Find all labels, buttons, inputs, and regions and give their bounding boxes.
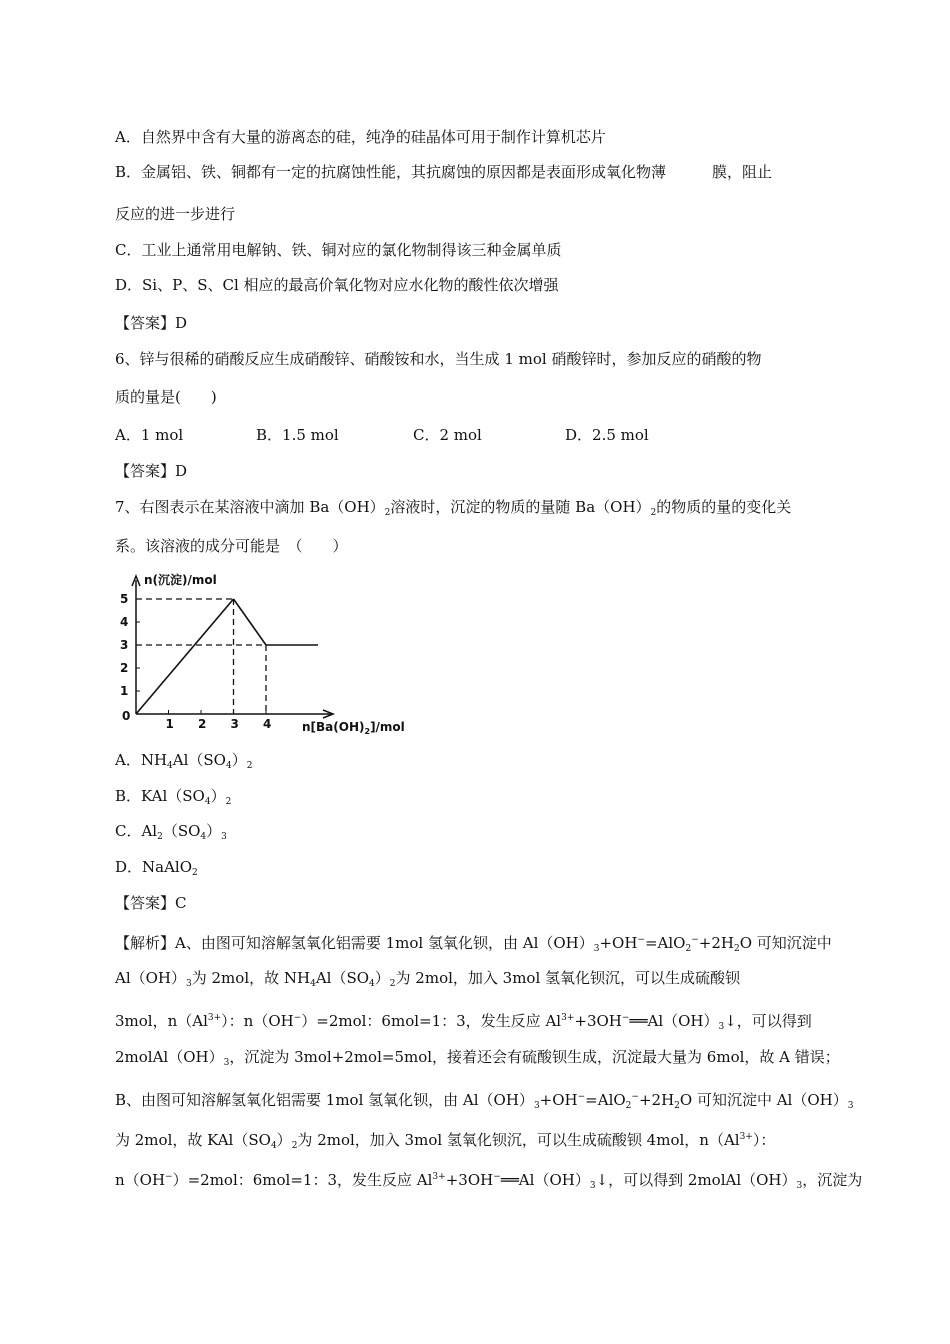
y-tick-label: 3 [120, 638, 129, 652]
q7-option-c: C．$Al_2(SO_4)_3$ [115, 822, 227, 842]
analysis-line3: 3mol，$n(Al^{3+})$：n（OH−）=2mol：6mol=1：3，发生反应 $Al^{3+}+3OH^-══Al(OH)_3↓$，可以得到 [115, 1012, 812, 1032]
y-tick-label: 4 [120, 615, 129, 629]
chart-y-label: n(沉淀)/mol [144, 573, 217, 587]
analysis-line5: B、由图可知溶解氢氧化铝需要 1mol 氢氧化钡，由 $Al(OH)_3+OH^-=AlO_2^-+2H_2O$ 可知沉淀中 $Al(OH)_3$ [115, 1091, 854, 1111]
x-tick-label: 3 [230, 717, 239, 731]
x-tick-label: 2 [198, 717, 207, 731]
q5-option-b-line1: B．金属铝、铁、铜都有一定的抗腐蚀性能，其抗腐蚀的原因都是表面形成氧化物薄 膜，阻止 [115, 163, 773, 181]
q5-option-c: C．工业上通常用电解钠、铁、铜对应的氯化物制得该三种金属单质 [115, 241, 562, 259]
q6-stem-line2: 质的量是( ) [115, 388, 217, 406]
analysis-line4: $2molAl(OH)_3$，沉淀为 3mol+2mol=5mol，接着还会有硫酸钡生成，沉淀最大量为 6mol，故 A 错误； [115, 1048, 840, 1068]
analysis-line6: 为 2mol，故 $KAl(SO_4)_2$为 2mol，加入 3mol 氢氧化钡沉，可以生成硫酸钡 4mol，$n(Al^{3+})$： [115, 1131, 776, 1151]
q7-stem-line2: 系。该溶液的成分可能是 （ ） [115, 537, 348, 555]
q7-stem-line1: 7、右图表示在某溶液中滴加 $Ba(OH)_2$溶液时，沉淀的物质的量随 $Ba(OH)_2$的物质的量的变化关 [115, 498, 792, 518]
q6-stem-line1: 6、锌与很稀的硝酸反应生成硝酸锌、硝酸铵和水，当生成 1 mol 硝酸锌时，参加反应的硝酸的物 [115, 350, 762, 368]
chart-x-label: $n[Ba(OH)_2]$/mol [302, 720, 405, 736]
y-tick-label: 5 [120, 592, 129, 606]
y-tick-label: 1 [120, 684, 129, 698]
precipitate-chart [112, 568, 432, 738]
q7-option-d: D．NaAlO$_2$ [115, 858, 198, 878]
origin-label: 0 [122, 709, 131, 723]
q6-option-c: C．2 mol [413, 426, 482, 444]
q7-option-b: B．$KAl(SO_4)_2$ [115, 787, 232, 807]
analysis-line7: n（OH−）=2mol：6mol=1：3，发生反应 $Al^{3+}+3OH^-══Al(OH)_3↓$，可以得到 $2molAl(OH)_3$，沉淀为 [115, 1171, 863, 1191]
analysis-line1: 【解析】A、由图可知溶解氢氧化铝需要 1mol 氢氧化钡，由 $Al(OH)_3+OH^-=AlO_2^-+2H_2O$ 可知沉淀中 [115, 934, 832, 954]
q7-answer: 【答案】C [115, 894, 187, 912]
q5-answer: 【答案】D [115, 314, 188, 332]
q6-option-d: D．2.5 mol [565, 426, 649, 444]
q5-option-b-line2: 反应的进一步进行 [115, 205, 236, 223]
analysis-line2: $Al(OH)_3$为 2mol，故 $NH_4Al(SO_4)_2$为 2mol，加入 3mol 氢氧化钡沉，可以生成硫酸钡 [115, 969, 741, 989]
series-segment [234, 599, 267, 645]
q5-option-d: D．Si、P、S、Cl 相应的最高价氧化物对应水化物的酸性依次增强 [115, 276, 559, 294]
y-tick-label: 2 [120, 661, 129, 675]
q6-option-a: A．1 mol [115, 426, 184, 444]
q6-answer: 【答案】D [115, 462, 188, 480]
q5-option-a: A．自然界中含有大量的游离态的硅，纯净的硅晶体可用于制作计算机芯片 [115, 128, 606, 146]
chart-axes [132, 576, 333, 718]
x-tick-label: 4 [263, 717, 272, 731]
q6-option-b: B．1.5 mol [256, 426, 339, 444]
q6-options [115, 425, 649, 445]
series-segment [136, 599, 234, 714]
q7-option-a: A．$NH_4Al(SO_4)_2$ [115, 751, 253, 771]
x-tick-label: 1 [165, 717, 174, 731]
